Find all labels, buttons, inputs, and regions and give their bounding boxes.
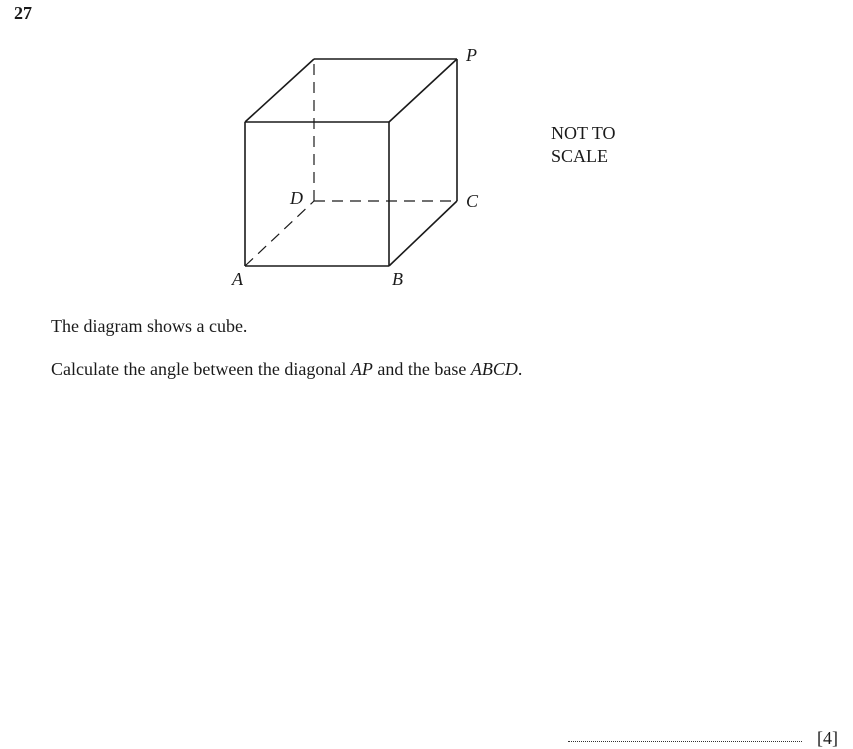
vertex-label-b: B [392,269,403,289]
vertex-label-c: C [466,191,479,211]
not-to-scale-line1: NOT TO [551,123,616,143]
edge-top-left [245,59,314,122]
question-intro: The diagram shows a cube. [51,316,248,336]
question-instruction [51,359,522,380]
question-number: 27 [14,3,32,23]
edge-top-right [389,59,457,122]
instruction-text-start: Calculate the angle between the diagonal [51,359,351,379]
cube-hidden-edges [245,59,457,266]
answer-dotted-line [568,727,802,742]
instruction-text-end: . [517,359,523,379]
vertex-label-d: D [290,188,303,208]
instruction-diagonal-ap: AP [350,359,373,379]
instruction-text-mid: and the base [372,359,471,379]
edge-bc [389,201,457,266]
vertex-label-p: P [466,45,477,65]
edge-ad-hidden [245,201,314,266]
not-to-scale-line2: SCALE [551,146,609,166]
instruction-base-abcd: ABCD [470,359,518,379]
marks-label: [4] [817,728,838,748]
cube-diagram [0,0,853,300]
vertex-label-a: A [232,269,243,289]
cube-solid-edges [245,59,457,266]
not-to-scale-note [551,122,616,168]
